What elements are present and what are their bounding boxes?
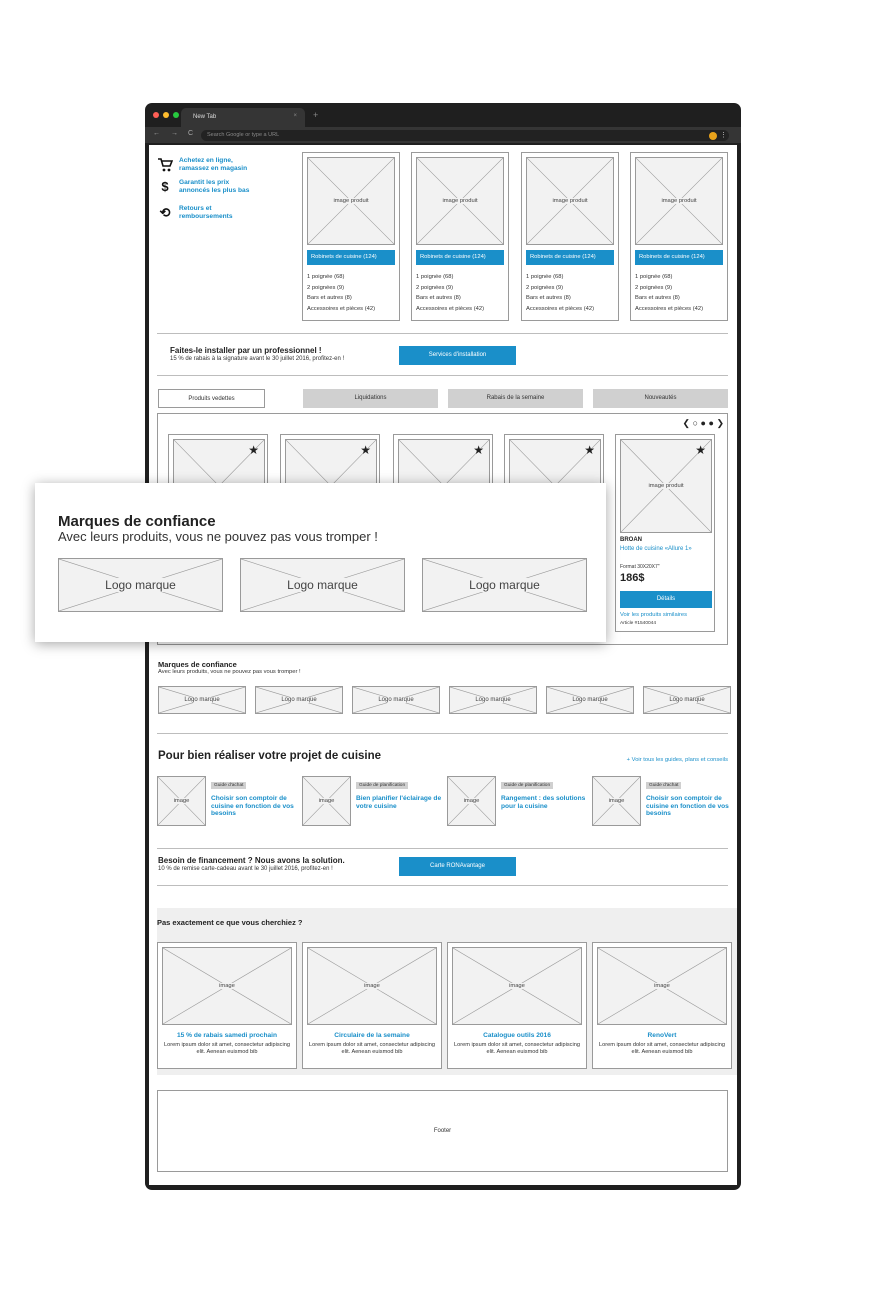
promo-description: Lorem ipsum dolor sit amet, consectetur adipiscing elit. Aenean euismod bib	[599, 1042, 725, 1055]
category-link-single-handle[interactable]: 1 poignée (68)	[307, 274, 345, 280]
feature-label: Retours et remboursements	[179, 205, 233, 220]
tab-title: New Tab	[193, 114, 217, 120]
divider	[157, 848, 728, 849]
product-image[interactable]	[307, 157, 395, 245]
category-link-single-handle[interactable]: 1 poignée (68)	[526, 274, 564, 280]
product-format: Format 30X20X7"	[620, 564, 660, 570]
guide-title-link[interactable]: Bien planifier l'éclairage de votre cuisine	[356, 795, 442, 810]
footer	[157, 1090, 728, 1172]
divider	[157, 885, 728, 886]
image-label: image	[318, 798, 335, 804]
guide-title-link[interactable]: Rangement : des solutions pour la cuisine	[501, 795, 586, 810]
brand-logo-label: Logo marque	[669, 697, 705, 703]
tab-featured-products[interactable]: Produits vedettes	[158, 389, 265, 408]
browser-tab[interactable]	[181, 108, 305, 127]
address-input[interactable]	[201, 130, 729, 141]
details-button[interactable]: Détails	[620, 591, 712, 608]
footer-label: Footer	[433, 1128, 452, 1134]
brand-logo-label: Logo marque	[287, 578, 358, 592]
carousel-nav	[683, 418, 724, 429]
featured-product-card[interactable]	[615, 434, 715, 632]
image-label: image produit	[552, 198, 588, 204]
guide-image[interactable]	[302, 776, 351, 826]
tab-close-icon[interactable]: ×	[293, 113, 297, 119]
category-link-parts-accessories[interactable]: Accessoires et pièces (42)	[635, 305, 703, 312]
image-label: image	[364, 983, 380, 989]
browser-menu-icon[interactable]: ⋮	[720, 132, 727, 139]
promo-card[interactable]	[302, 942, 442, 1069]
feature-label: Garantit les prix annoncés les plus bas	[179, 179, 250, 194]
promo-image	[162, 947, 292, 1025]
promo-card[interactable]	[447, 942, 587, 1069]
history-icon: ⟲	[159, 205, 171, 220]
category-link-bars-other[interactable]: Bars et autres (8)	[635, 295, 680, 301]
brands-title: Marques de confiance	[158, 660, 237, 669]
favorite-star-icon[interactable]: ★	[248, 443, 259, 457]
guides-title: Pour bien réaliser votre projet de cuisine	[158, 750, 382, 762]
divider	[157, 333, 728, 334]
favorite-star-icon[interactable]: ★	[695, 443, 706, 457]
category-link-bars-other[interactable]: Bars et autres (8)	[526, 295, 571, 301]
brand-logo-label: Logo marque	[469, 578, 540, 592]
category-card	[521, 152, 619, 321]
category-link-double-handle[interactable]: 2 poignées (9)	[307, 284, 345, 291]
brand-logo[interactable]	[240, 558, 405, 612]
category-title-link[interactable]: Robinets de cuisine (124)	[307, 250, 395, 265]
product-image[interactable]	[526, 157, 614, 245]
divider	[157, 733, 728, 734]
brands-subtitle: Avec leurs produits, vous ne pouvez pas vous tromper !	[158, 669, 301, 675]
carousel-dot[interactable]: ●	[708, 418, 714, 428]
brand-logo[interactable]	[546, 686, 634, 714]
promos-title: Pas exactement ce que vous cherchiez ?	[157, 918, 303, 927]
promo-description: Lorem ipsum dolor sit amet, consectetur adipiscing elit. Aenean euismod bib	[454, 1042, 580, 1055]
category-link-double-handle[interactable]: 2 poignées (9)	[526, 284, 564, 291]
brand-logo-label: Logo marque	[475, 697, 511, 703]
similar-products-link[interactable]: Voir les produits similaires	[620, 612, 688, 618]
brand-logo-label: Logo marque	[105, 578, 176, 592]
category-link-parts-accessories[interactable]: Accessoires et pièces (42)	[307, 305, 375, 312]
guide-image[interactable]	[447, 776, 496, 826]
minimize-window-dot[interactable]	[163, 112, 169, 118]
guide-tag: Guide de planification	[356, 782, 408, 789]
guide-tag: Guide d'achat	[646, 782, 681, 789]
promo-image	[307, 947, 437, 1025]
install-services-button[interactable]: Services d'installation	[399, 346, 516, 365]
tab-bar	[145, 103, 741, 127]
promo-title-link[interactable]: Catalogue outils 2016	[483, 1032, 551, 1039]
promo-title-link[interactable]: Circulaire de la semaine	[334, 1032, 410, 1039]
feature-price[interactable]	[157, 179, 297, 203]
feature-pickup[interactable]	[157, 157, 297, 181]
rona-card-button[interactable]: Carte RONAvantage	[399, 857, 516, 876]
brand-logo[interactable]	[352, 686, 440, 714]
image-label: image produit	[661, 198, 697, 204]
address-placeholder: Search Google or type a URL	[207, 132, 280, 138]
brand-logo[interactable]	[255, 686, 343, 714]
image-label: image	[654, 983, 670, 989]
install-title: Faites-le installer par un professionnel !	[170, 346, 322, 355]
category-card	[630, 152, 728, 321]
guide-image[interactable]	[592, 776, 641, 826]
product-brand: BROAN	[620, 537, 642, 543]
product-image[interactable]	[416, 157, 504, 245]
image-label: image	[219, 983, 235, 989]
category-title-link[interactable]: Robinets de cuisine (124)	[635, 250, 723, 265]
category-link-single-handle[interactable]: 1 poignée (68)	[416, 274, 454, 280]
promo-image	[597, 947, 727, 1025]
image-label: image produit	[648, 483, 684, 489]
url-bar	[145, 127, 741, 143]
image-label: image	[509, 983, 525, 989]
category-link-bars-other[interactable]: Bars et autres (8)	[416, 295, 461, 301]
page-content	[149, 145, 737, 1185]
guide-title-link[interactable]: Choisir son comptoir de cuisine en fonction de vos besoins	[211, 795, 294, 817]
brand-logo[interactable]	[58, 558, 223, 612]
carousel-next-icon[interactable]: ❯	[716, 418, 724, 428]
favorite-star-icon[interactable]: ★	[584, 443, 595, 457]
financing-title: Besoin de financement ? Nous avons la solution.	[158, 856, 345, 865]
carousel-dot[interactable]: ○	[692, 418, 699, 428]
article-number: Article #1540044	[620, 621, 657, 626]
install-subtitle: 15 % de rabais à la signature avant le 30 juillet 2016, profitez-en !	[170, 356, 345, 362]
tab-weekly-deals[interactable]: Rabais de la semaine	[448, 389, 583, 408]
feature-label: Achetez en ligne, ramassez en magasin	[179, 157, 248, 172]
all-guides-link[interactable]: + Voir tous les guides, plans et conseils	[626, 757, 728, 763]
brand-logo[interactable]	[643, 686, 731, 714]
product-name-link[interactable]: Hotte de cuisine «Allure 1»	[620, 546, 692, 552]
category-card	[411, 152, 509, 321]
promo-card[interactable]	[157, 942, 297, 1069]
brands-overlay-title: Marques de confiance	[58, 513, 216, 530]
back-icon[interactable]: ←	[153, 130, 160, 137]
brand-logo-label: Logo marque	[378, 697, 414, 703]
category-title-link[interactable]: Robinets de cuisine (124)	[416, 250, 504, 265]
carousel-dot[interactable]: ●	[700, 418, 706, 428]
carousel-prev-icon[interactable]: ❮	[682, 418, 691, 428]
image-label: image produit	[333, 198, 369, 204]
category-link-single-handle[interactable]: 1 poignée (68)	[635, 274, 673, 280]
guide-tag: Guide d'achat	[211, 782, 246, 789]
promo-card[interactable]	[592, 942, 732, 1069]
browser-window	[145, 103, 741, 1190]
category-link-double-handle[interactable]: 2 poignées (9)	[416, 284, 454, 291]
guide-tag: Guide de planification	[501, 782, 553, 789]
maximize-window-dot[interactable]	[173, 112, 179, 118]
forward-icon[interactable]: →	[171, 130, 178, 137]
promo-title-link[interactable]: 15 % de rabais samedi prochain	[176, 1032, 278, 1039]
brand-logo[interactable]	[422, 558, 587, 612]
cart-icon	[157, 157, 173, 173]
tab-clearance[interactable]: Liquidations	[303, 389, 438, 408]
category-link-double-handle[interactable]: 2 poignées (9)	[635, 284, 673, 291]
category-link-bars-other[interactable]: Bars et autres (8)	[307, 295, 352, 301]
guide-image[interactable]	[157, 776, 206, 826]
category-link-parts-accessories[interactable]: Accessoires et pièces (42)	[526, 305, 594, 312]
image-label: image	[463, 798, 480, 804]
image-label: image produit	[442, 198, 478, 204]
image-label: image	[608, 798, 625, 804]
category-card	[302, 152, 400, 321]
close-window-dot[interactable]	[153, 112, 159, 118]
feature-returns[interactable]	[157, 205, 297, 229]
category-link-parts-accessories[interactable]: Accessoires et pièces (42)	[416, 305, 484, 312]
category-title-link[interactable]: Robinets de cuisine (124)	[526, 250, 614, 265]
tab-new-arrivals[interactable]: Nouveautés	[593, 389, 728, 408]
brand-logo-label: Logo marque	[281, 697, 317, 703]
promo-description: Lorem ipsum dolor sit amet, consectetur adipiscing elit. Aenean euismod bib	[164, 1042, 290, 1055]
product-image[interactable]	[635, 157, 723, 245]
promotions-section	[157, 908, 737, 1075]
brand-logo[interactable]	[158, 686, 246, 714]
promo-description: Lorem ipsum dolor sit amet, consectetur adipiscing elit. Aenean euismod bib	[309, 1042, 435, 1055]
image-label: image	[173, 798, 190, 804]
trusted-brands-zoom-panel	[35, 483, 606, 642]
profile-avatar[interactable]	[709, 132, 717, 140]
new-tab-icon[interactable]: +	[313, 110, 319, 120]
guide-title-link[interactable]: Choisir son comptoir de cuisine en fonction de vos besoins	[646, 795, 729, 817]
dollar-icon: $	[161, 179, 169, 194]
brands-overlay-subtitle: Avec leurs produits, vous ne pouvez pas vous tromper !	[58, 529, 378, 544]
promo-image	[452, 947, 582, 1025]
favorite-star-icon[interactable]: ★	[473, 443, 484, 457]
brand-logo[interactable]	[449, 686, 537, 714]
product-image	[620, 439, 712, 533]
brand-logo-label: Logo marque	[572, 697, 608, 703]
brand-logo-label: Logo marque	[184, 697, 220, 703]
divider	[157, 375, 728, 376]
promo-title-link[interactable]: RenoVert	[647, 1032, 677, 1039]
reload-icon[interactable]: C	[188, 130, 194, 137]
financing-subtitle: 10 % de remise carte-cadeau avant le 30 juillet 2016, profitez-en !	[158, 866, 333, 872]
product-price: 186$	[620, 572, 645, 584]
favorite-star-icon[interactable]: ★	[360, 443, 371, 457]
